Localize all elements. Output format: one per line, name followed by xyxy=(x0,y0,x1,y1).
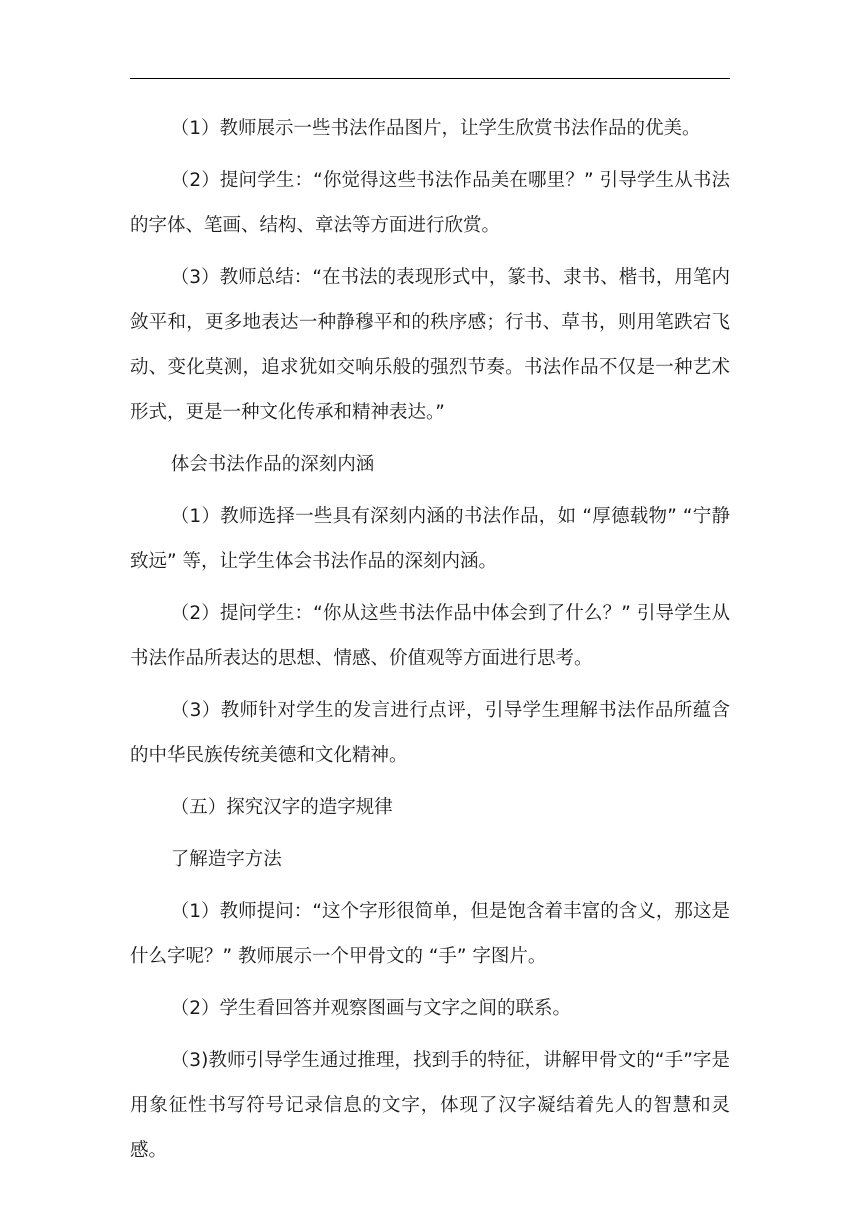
paragraph-2: （2）提问学生：“你觉得这些书法作品美在哪里？” 引导学生从书法的字体、笔画、结构、章法等方面进行欣赏。 xyxy=(130,170,730,236)
paragraph-9: （3)教师引导学生通过推理，找到手的特征，讲解甲骨文的“手”字是用象征性书写符号记录信息的文字，体现了汉字凝结着先人的智慧和灵感。 xyxy=(130,1050,730,1161)
paragraph-3: （3）教师总结：“在书法的表现形式中，篆书、隶书、楷书，用笔内敛平和，更多地表达一种静穆平和的秩序感；行书、草书，则用笔跌宕飞动、变化莫测，追求犹如交响乐般的强烈节奏。书法作品不仅是一种艺术形式，更是一种文化传承和精神表达。” xyxy=(130,267,730,423)
paragraph-4: （1）教师选择一些具有深刻内涵的书法作品，如 “厚德载物” “宁静致远” 等，让学生体会书法作品的深刻内涵。 xyxy=(130,506,730,572)
section-heading-calligraphy-meaning: 体会书法作品的深刻内涵 xyxy=(170,454,375,475)
paragraph-1: （1）教师展示一些书法作品图片，让学生欣赏书法作品的优美。 xyxy=(170,118,701,139)
paragraph-7: （1）教师提问：“这个字形很简单，但是饱含着丰富的含义，那这是什么字呢？” 教师展示一个甲骨文的 “手” 字图片。 xyxy=(130,901,730,967)
document-body xyxy=(130,106,730,1180)
paragraph-5: （2）提问学生：“你从这些书法作品中体会到了什么？” 引导学生从书法作品所表达的思想、情感、价值观等方面进行思考。 xyxy=(130,603,730,669)
paragraph-8: （2）学生看回答并观察图画与文字之间的联系。 xyxy=(170,998,571,1019)
section-heading-character-rules: （五）探究汉字的造字规律 xyxy=(170,797,393,818)
header-rule xyxy=(130,78,730,79)
paragraph-6: （3）教师针对学生的发言进行点评，引导学生理解书法作品所蕴含的中华民族传统美德和文化精神。 xyxy=(130,700,730,766)
section-heading-methods: 了解造字方法 xyxy=(170,849,282,870)
